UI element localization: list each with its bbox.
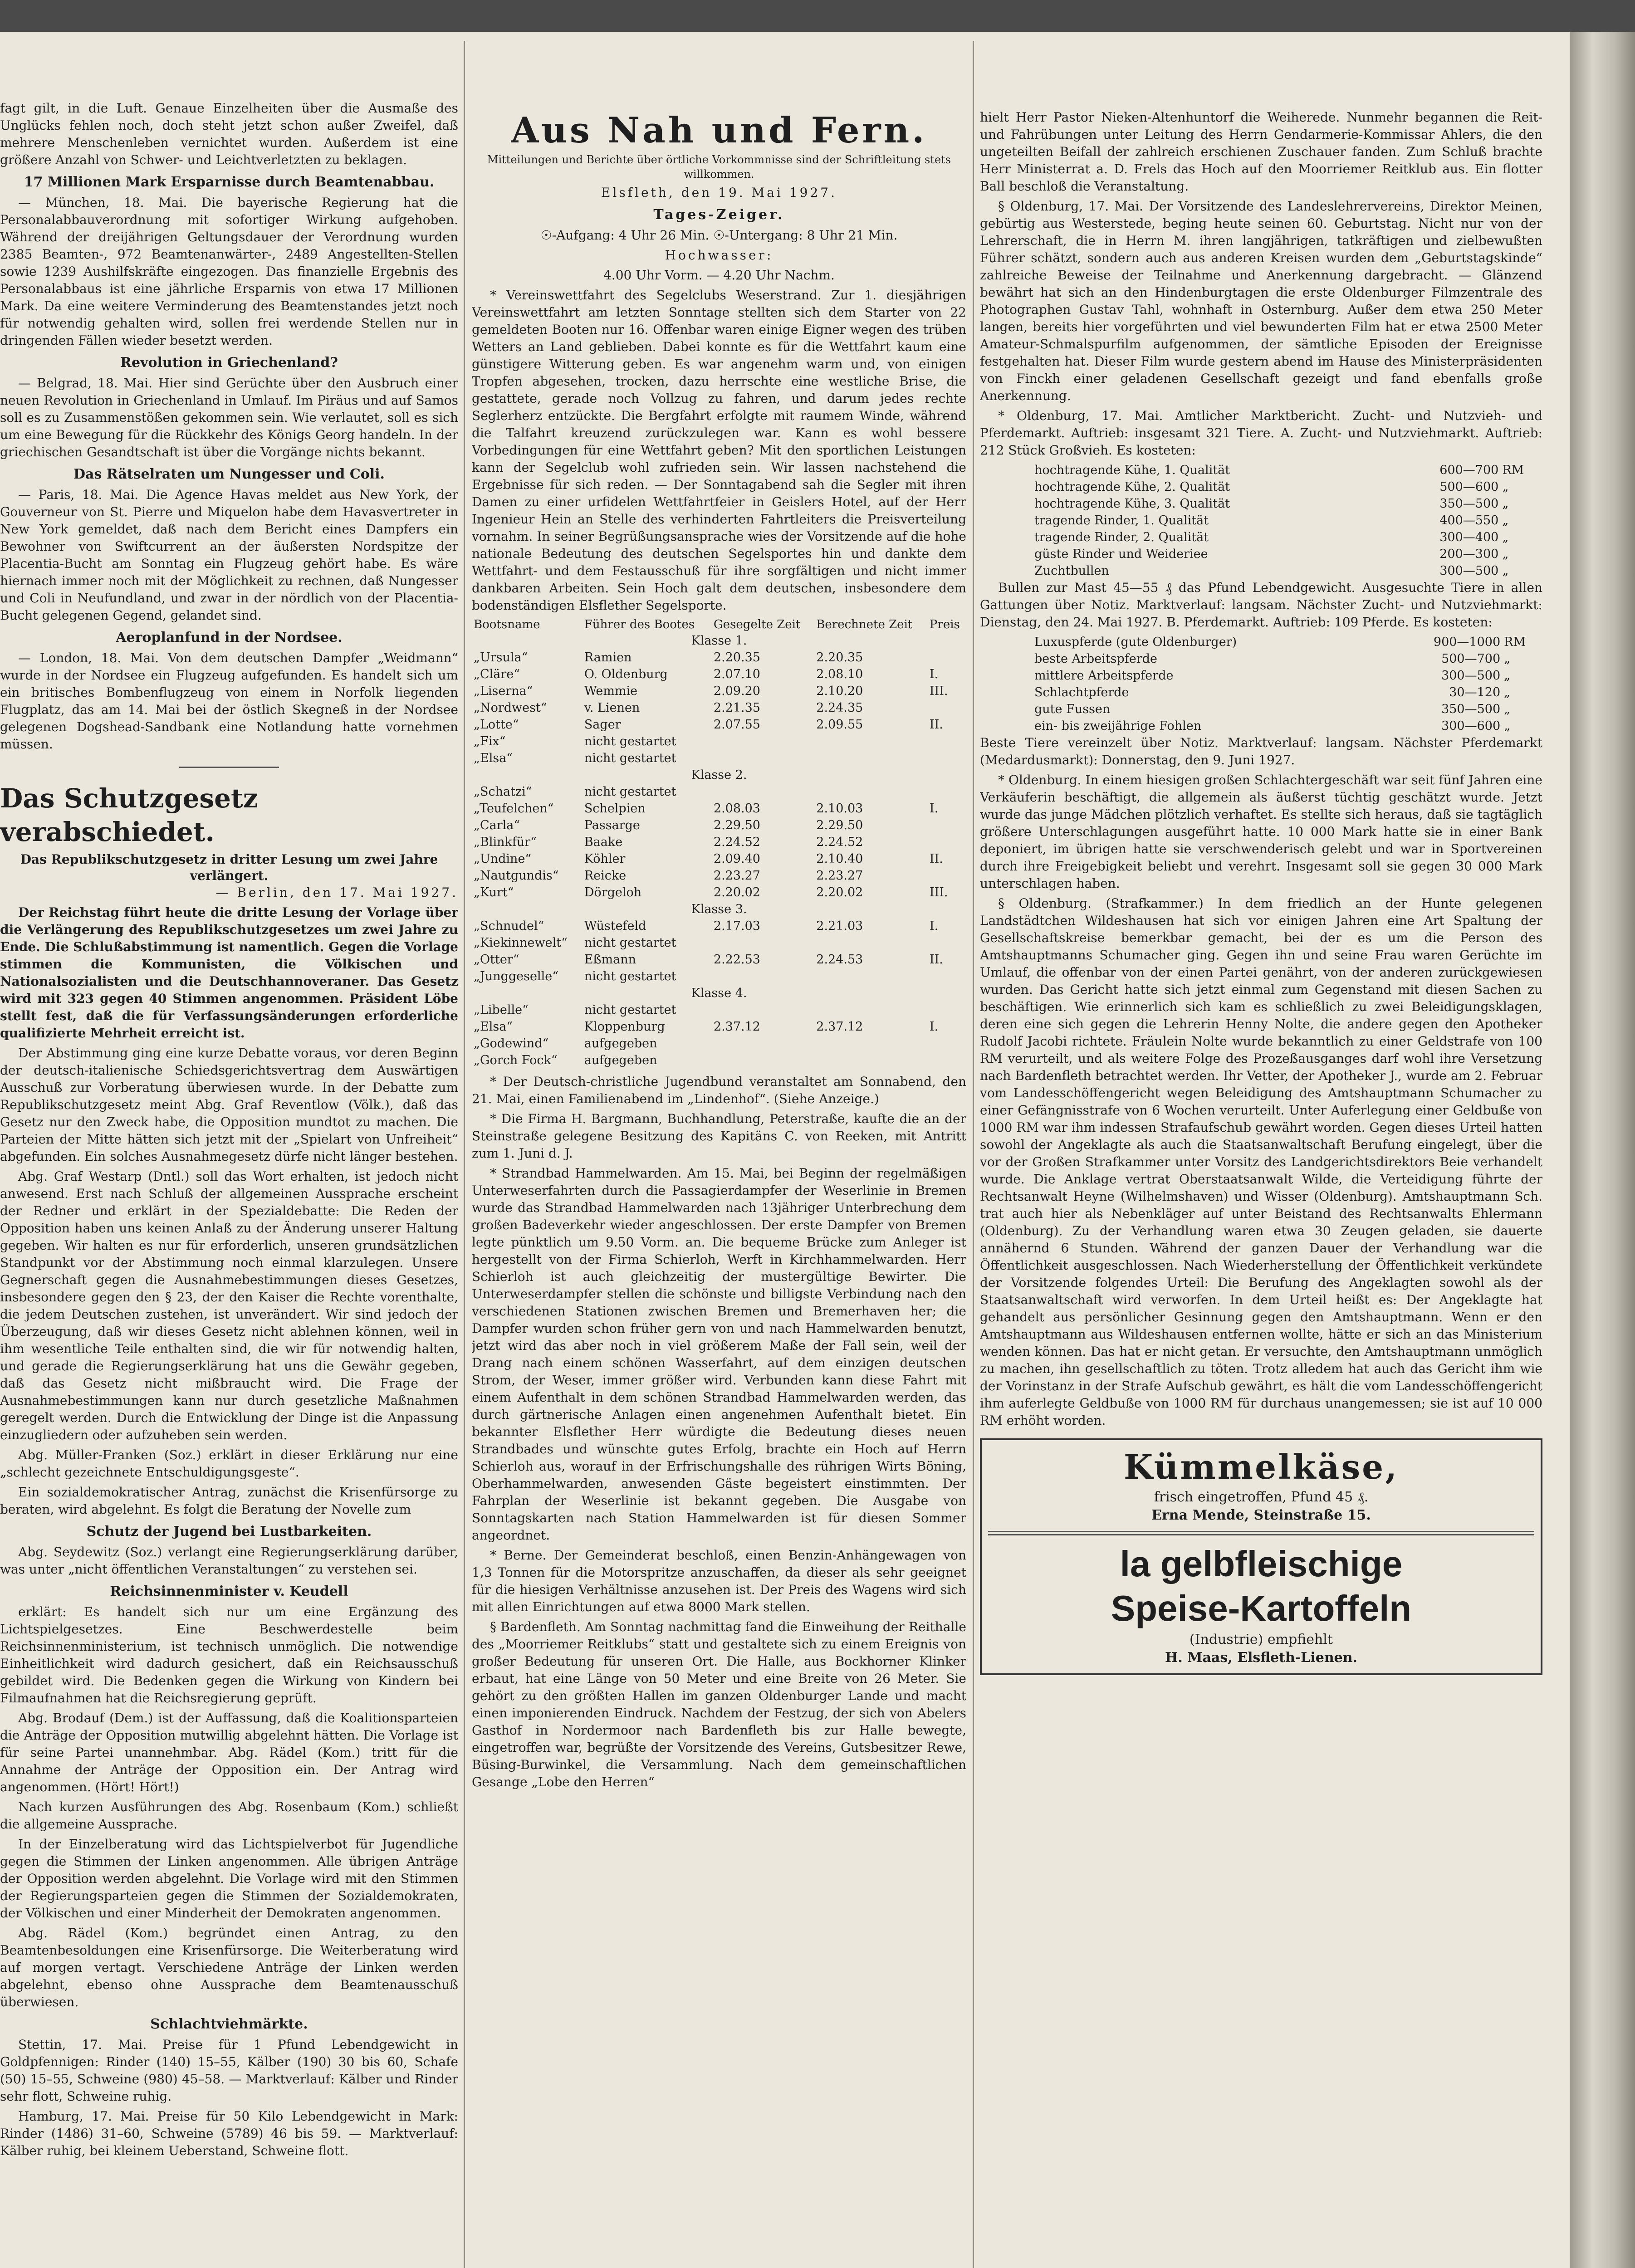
table-cell: Passarge: [584, 818, 640, 832]
price-row: [980, 684, 1542, 701]
table-cell: 2.24.53: [816, 953, 863, 967]
price-cell: 300—500: [1441, 669, 1501, 683]
table-cell: [928, 1002, 966, 1018]
table-cell: Wüstefeld: [584, 919, 646, 933]
section-divider: [179, 767, 279, 768]
table-cell: aufgegeben: [584, 1036, 657, 1051]
regatta-results-table: [472, 617, 966, 1069]
table-cell: „Elsa“: [474, 1020, 513, 1034]
table-cell: [814, 783, 928, 800]
article-text: Der Abstimmung ging eine kurze Debatte voraus, vor deren Beginn der deutsch-italienische Schiedsgerichtsvertrag dem Auswärtigen Ausschuß zur Vorberatung überwiesen wurde. In der Debatte zum Republikschutzgesetz meint Abg. Graf Reventlow (Völk.), daß das Gesetz nur den Zweck habe, die Opposition mundtot zu machen. Die Parteien der Mitte hätten sich jetzt mit der „Spielart von Unfreiheit“ abgefunden. Ein solches Ausnahmegesetz dürfe nicht länger bestehen.: [0, 1046, 458, 1164]
article-text: hielt Herr Pastor Nieken-Altenhuntorf die Weiherede. Nunmehr begannen die Reit- und Fahrübungen unter Leitung des Herrn Gendarmerie-Kommissar Ahlers, die den ungeteilten Beifall der zahlreich erschienen Zuschauer fanden. Zum Schluß brachte Herr Ministerrat a. D. Frels das Hoch auf den Moorriemer Reitklub aus. Ein flotter Ball beschloß die Veranstaltung.: [980, 110, 1542, 194]
table-cell: „Lotte“: [474, 718, 519, 732]
table-cell: III.: [929, 885, 948, 899]
table-cell: [928, 649, 966, 666]
table-cell: „Godewind“: [474, 1036, 549, 1051]
table-cell: „Junggeselle“: [474, 969, 559, 983]
article-text: * Vereinswettfahrt des Segelclubs Weserstrand. Zur 1. diesjährigen Vereinswettfahrt am letzten Sonntage stellten sich dem Starter von 22 gemeldeten Booten nur 16. Offenbar waren einige Eigner wegen des trüben Wetters an Land geblieben. Dabei konnte es für die Wettfahrt kaum eine günstigere Witterung geben. Es war angenehm warm und, von einigen Tropfen abgesehen, trocken, dazu herrschte eine westliche Brise, die gestattete, gerade noch Vollzug zu fahren, und darum jedes rechte Seglerherz entzückte. Die Bergfahrt erfolgte mit raumem Winde, während die Talfahrt kreuzend zurückzulegen war. Kann es wohl bessere Vorbedingungen für eine Wettfahrt geben? Mit den sportlichen Leistungen kann der Segelclub wohl zufrieden sein. Wir lassen nachstehend die Ergebnisse für sich reden. — Der Sonntagabend sah die Segler mit ihren Damen zu einer urfidelen Wettfahrtfeier in Geislers Hotel, auf der Herr Ingenieur Hein an Stelle des verhinderten Fahrtleiters die Preisverteilung vornahm. In seiner Begrüßungsansprache wies der Vorsitzende auf die hohe nationale Bedeutung des deutschen Segelsportes hin und dankte dem Wettfahrt- und dem Festausschuß für ihre sorgfältigen und nicht immer dankbaren Arbeiten. Sein Hoch galt dem deutschen, insbesondere dem bodenständigen Elsflether Segelsporte.: [472, 288, 966, 613]
table-cell: 2.10.40: [816, 852, 863, 866]
table-cell: 2.10.20: [816, 684, 863, 698]
table-cell: [928, 1052, 966, 1069]
price-cell: „: [1504, 719, 1511, 733]
article-text: Abg. Rädel (Kom.) begründet einen Antrag, zu den Beamtenbesoldungen eine Krisenfürsorge. Die Weiterberatung wird auf morgen vertagt. Verschiedene Anträge der Linken werden abgelehnt, ebenso ohne Aussprache dem Beamtenausschuß überwiesen.: [0, 1926, 458, 2009]
price-cell: „: [1502, 564, 1509, 578]
article-text: — München, 18. Mai. Die bayerische Regierung hat die Personalabbauverordnung mit sofortiger Wirkung aufgehoben. Während der dreijährigen Geltungsdauer der Verordnung wurden 2385 Beamten-, 972 Beamtenanwärter-, 2489 Angestellten-Stellen sowie 1239 Aushilfskräfte eingezogen. Das finanzielle Ergebnis des Personalabbaus ist eine jährliche Ersparnis von etwa 17 Millionen Mark. Da eine weitere Verminderung des Beamtenstandes jetzt noch für notwendig gehalten wird, sollen frei werdende Stellen nur in dringenden Fällen wieder besetzt werden.: [0, 195, 458, 348]
table-cell: [928, 1035, 966, 1052]
table-row: [472, 699, 966, 716]
article-text: * Strandbad Hammelwarden. Am 15. Mai, bei Beginn der regelmäßigen Unterweserfahrten durch die Passagierdampfer der Weserlinie in Bremen wurde das Strandbad Hammelwarden nach 13jähriger Unterbrechung dem großen Badeverkehr wieder angeschlossen. Der erste Dampfer von Bremen legte pünktlich um 9.50 Vorm. an. Die bequeme Brücke zum Anleger ist hergestellt von der Firma Schierloh, Werft in Kirchhammelwarden. Herr Schierloh ist auch gleichzeitig der mustergültige Bewirter. Die Unterweserdampfer stellen die schönste und billigste Verbindung nach den verschiedenen Stationen zwischen Bremen und Bremerhaven her; die Dampfer wurden schon früher gern von und nach Hammelwarden benutzt, jetzt wird das aber noch in viel größerem Maße der Fall sein, weil der Drang nach einem schönen Wasserfahrt, auf dem einzigen deutschen Strom, der Weser, immer größer wird. Verbunden kann diese Fahrt mit einem Aufenthalt in dem schönen Strandbad Hammelwarden werden, das durch gärtnerische Anlagen einen angenehmen Aufenthalt bietet. Ein bekannter Elsflether Herr würdigte die Bedeutung dieses neuen Strandbades und wünschte gutes Erfolg, brachte ein Hoch auf Herrn Schierloh aus, worauf in der Erfrischungshalle des rührigen Wirts Böning, Oberhammelwarden, anwesenden Gäste begeistert einstimmten. Der Fahrplan der Weserlinie ist bekannt gegeben. Die Ausgabe von Sonntagskarten nach Station Hammelwarden ist für diesen Sommer angeordnet.: [472, 1166, 966, 1543]
table-cell: 2.23.27: [713, 869, 760, 883]
table-cell: Sager: [584, 718, 621, 732]
table-row: [472, 1052, 966, 1069]
table-cell: 2.07.10: [713, 667, 760, 681]
table-cell: [814, 934, 928, 951]
article-text: Stettin, 17. Mai. Preise für 1 Pfund Lebendgewicht in Goldpfennigen: Rinder (140) 15–55, Kälber (190) 30 bis 60, Schafe (50) 15–55, Schweine (980) 45–58. — Marktverlauf: Kälber und Rinder sehr flott, Schweine ruhig.: [0, 2037, 458, 2104]
article-text: § Oldenburg. (Strafkammer.) In dem friedlich an der Hunte gelegenen Landstädtchen Wildeshausen hat sich vor einigen Jahren eine Art Spaltung der Gesellschaftskreise bemerkbar gemacht, bei der es um die Person des Amtshauptmanns Schumacher ging. Gegen ihn und seine Frau waren Gerüchte im Umlauf, die offenbar von der einen Partei genährt, von der anderen zurückgewiesen wurden. Das Gericht hatte sich jetzt einmal zum Gegenstand mit diesen Sachen zu beschäftigen. Wie erinnerlich sich kam es schließlich zu zwei Beleidigungsklagen, deren eine sich gegen die Lehrerin Henny Nolte, die andere gegen den Apotheker Rudolf Jacobi richtete. Fräulein Nolte wurde bekanntlich zu einer Geldstrafe von 100 RM verurteilt, und als weitere Folge des Prozeßausganges darf wohl ihre Versetzung nach Bardenfleth betrachtet werden. Ihr Vetter, der Apotheker J., wurde am 2. Februar vom Landesschöffengericht wegen Beleidigung des Amtshauptmann Schumacher zu einer Gefängnisstrafe von 6 Wochen verurteilt. Unter Auferlegung einer Geldbuße von 1000 RM war ihm indessen Strafaufschub gewährt worden. Gegen dieses Urteil hatten sowohl der Angeklagte als auch die Staatsanwaltschaft Berufung eingelegt, über die vor der Großen Strafkammer unter Vorsitz des Landgerichtsdirektors Beie verhandelt wurde. Die Anklage vertrat Oberstaatsanwalt Wilde, die Verteidigung führte der Rechtsanwalt Heyne (Wilhelmshaven) und Wisser (Oldenburg). Amtshauptmann Sch. trat auch hier als Nebenkläger auf unter Beistand des Rechtsanwalts Ehlermann (Oldenburg). Zu der Verhandlung waren etwa 30 Zeugen geladen, sie dauerte annähernd 6 Stunden. Während der ganzen Dauer der Verhandlung war die Öffentlichkeit ausgeschlossen. Nach Wiederherstellung der Öffentlichkeit verkündete der Vorsitzende folgendes Urteil: Die Berufung des Angeklagten sowohl als der Staatsanwaltschaft wird verworfen. In dem Urteil heißt es: Der Angeklagte hat gehandelt aus persönlicher Gesinnung gegen den Amtshauptmann. Wenn er den Amtshauptmann aus Wildeshausen entfernen wollte, hätte er sich an das Ministerium wenden können. Das hat er nicht getan. Er versuchte, den Amtshauptmann unmöglich zu machen, ihn gesellschaftlich zu töten. Trotz alledem hat auch das Gericht ihm wie der Vorinstanz in der Strafe Aufschub gewährt, es hält die vom Landesschöffengericht ihm auferlegte Geldbuße von 1000 RM für durchaus unangemessen; sie ist auf 10 000 RM erhöht worden.: [980, 896, 1542, 1428]
main-subheadline: Das Republikschutzgesetz in dritter Lesung um zwei Jahre verlängert.: [20, 852, 438, 883]
table-row: [472, 968, 966, 985]
table-cell: [928, 699, 966, 716]
table-row: [472, 834, 966, 850]
table-row: [472, 666, 966, 683]
price-cell: 30—120: [1449, 685, 1501, 699]
table-cell: aufgegeben: [584, 1053, 657, 1067]
table-cell: 2.37.12: [713, 1020, 760, 1034]
table-cell: O. Oldenburg: [584, 667, 668, 681]
table-row: [472, 750, 966, 767]
ad-divider: [988, 1531, 1534, 1535]
ad-text: frisch eingetroffen, Pfund 45 ₰.: [1154, 1489, 1369, 1505]
table-row: [472, 867, 966, 884]
price-cell: gute Fussen: [1034, 702, 1111, 716]
price-row: [980, 701, 1542, 718]
price-cell: güste Rinder und Weideriee: [1034, 547, 1208, 561]
table-cell: Schelpien: [584, 802, 646, 816]
table-row: [472, 1035, 966, 1052]
table-cell: nicht gestartet: [584, 751, 676, 765]
article-headline: Aeroplanfund in der Nordsee.: [116, 630, 343, 645]
class-heading: Klasse 4.: [691, 986, 747, 1000]
table-row: [472, 1018, 966, 1035]
table-cell: Baake: [584, 835, 623, 849]
price-cell: „: [1502, 480, 1509, 494]
table-row: [472, 716, 966, 733]
table-row: [472, 934, 966, 951]
table-cell: 2.29.50: [713, 818, 760, 832]
article-text: — London, 18. Mai. Von dem deutschen Dampfer „Weidmann“ wurde in der Nordsee ein Flugzeug aufgefunden. Es handelt sich um ein britisches Bombenflugzeug von einem in Norfolk liegenden Flugplatz, das am 14. Mai bei der östlich Skegneß in der Nordsee gelegenen Dogshead-Sandbank eine Notlandung hatte vornehmen müssen.: [0, 650, 458, 752]
table-cell: nicht gestartet: [584, 785, 676, 799]
table-cell: I.: [929, 919, 939, 933]
table-cell: [928, 867, 966, 884]
table-cell: Reicke: [584, 869, 627, 883]
table-cell: 2.29.50: [816, 818, 863, 832]
table-cell: [712, 1035, 814, 1052]
ad-advertiser: H. Maas, Elsfleth-Lienen.: [1165, 1650, 1357, 1666]
table-header: Bootsname: [474, 618, 540, 631]
table-cell: nicht gestartet: [584, 1003, 676, 1017]
table-cell: „Kurt“: [474, 885, 514, 899]
table-cell: Wemmie: [584, 684, 638, 698]
price-cell: Schlachtpferde: [1034, 685, 1129, 699]
article-text: Ein sozialdemokratischer Antrag, zunächst die Krisenfürsorge zu beraten, wird abgelehnt. Es folgt die Beratung der Novelle zum: [0, 1485, 458, 1517]
table-cell: 2.24.35: [816, 701, 863, 715]
price-cell: 350—500: [1439, 497, 1499, 511]
price-cell: 500—600: [1439, 480, 1499, 494]
table-cell: „Undine“: [474, 852, 532, 866]
article-text: erklärt: Es handelt sich nur um eine Ergänzung des Lichtspielgesetzes. Eine Beschwerdestelle beim Reichsinnenministerium, ist technisch unmöglich. Die notwendige Einheitlichkeit wird dadurch gesichert, daß ein Reichsausschuß gebildet wird. Die Bedenken gegen die Wirkung von Kindern bei Filmaufnahmen hat die Reichsregierung geprüft.: [0, 1604, 458, 1706]
table-row: [472, 733, 966, 750]
price-cell: 350—500: [1441, 702, 1501, 716]
table-cell: [712, 733, 814, 750]
table-cell: II.: [929, 953, 943, 967]
table-cell: „Kiekinnewelt“: [474, 936, 568, 950]
price-cell: „: [1502, 530, 1509, 544]
table-cell: [928, 834, 966, 850]
table-cell: Ramien: [584, 650, 632, 665]
table-cell: [712, 1052, 814, 1069]
dateline: — Berlin, den 17. Mai 1927.: [215, 885, 458, 900]
article-text: Nach kurzen Ausführungen des Abg. Rosenbaum (Kom.) schließt die allgemeine Aussprache.: [0, 1799, 458, 1832]
table-row: [472, 951, 966, 968]
article-text: Abg. Seydewitz (Soz.) verlangt eine Regierungserklärung darüber, was unter „nicht öffentlichen Veranstaltungen“ zu verstehen sei.: [0, 1545, 458, 1577]
table-cell: 2.08.03: [713, 802, 760, 816]
price-row: [980, 718, 1542, 734]
table-cell: „Teufelchen“: [474, 802, 554, 816]
article-text: Hamburg, 17. Mai. Preise für 50 Kilo Lebendgewicht in Mark: Rinder (1486) 31–60, Schweine (5789) 46 bis 59. — Marktverlauf: Kälber ruhig, bei kleinem Ueberstand, Schweine flott.: [0, 2109, 458, 2158]
price-cell: „: [1504, 702, 1511, 716]
main-headline: Das Schutzgesetz verabschiedet.: [0, 783, 258, 847]
table-row: [472, 783, 966, 800]
table-cell: 2.21.35: [713, 701, 760, 715]
column-left: [0, 32, 458, 2162]
table-cell: [814, 968, 928, 985]
table-cell: 2.23.27: [816, 869, 863, 883]
article-text: Abg. Graf Westarp (Dntl.) soll das Wort erhalten, ist jedoch nicht anwesend. Erst nach Schluß der allgemeinen Aussprache erscheint der Redner und erklärt in der Spezialdebatte: Die Reden der Opposition haben uns keinen Anlaß zu der Änderung unserer Haltung gegeben. Wir halten es nur für erforderlich, unseren grundsätzlichen Standpunkt vor der Abstimmung noch einmal klarzulegen. Unsere Gegnerschaft gegen die Ausnahmebestimmungen dieses Gesetzes, insbesondere gegen den § 23, der den Kaiser die Rechte vorenthalte, die jedem Deutschen zustehen, ist unverändert. Wir sind jedoch der Überzeugung, daß wir dieses Gesetz nicht ablehnen können, weil in ihm wesentliche Teile enthalten sind, die wir für notwendig halten, und gerade die Regierungserklärung hat uns die Gewähr gegeben, daß das Gesetz nicht mißbraucht wird. Die Frage der Ausnahmebestimmungen kann nur durch gesetzliche Maßnahmen geregelt werden. Durch die Entwicklung der Dinge ist die Anpassung einzugliedern oder aufzuheben sein werden.: [0, 1169, 458, 1442]
table-cell: 2.08.10: [816, 667, 863, 681]
column-rule: [973, 41, 974, 2268]
price-row: [980, 495, 1542, 512]
price-cell: 500—700: [1441, 652, 1501, 666]
column-middle: [472, 32, 966, 1794]
price-cell: mittlere Arbeitspferde: [1034, 669, 1174, 683]
table-cell: [814, 733, 928, 750]
table-cell: [928, 783, 966, 800]
table-cell: [814, 750, 928, 767]
price-cell: 300—500: [1439, 564, 1499, 578]
ad-title: Speise-Kartoffeln: [1111, 1588, 1412, 1628]
ad-title: la gelbfleischige: [1120, 1544, 1403, 1584]
class-heading: Klasse 1.: [691, 634, 747, 648]
table-cell: [712, 750, 814, 767]
price-cell: 300—600: [1441, 719, 1501, 733]
book-binding-edge: [1570, 32, 1635, 2268]
article-text: Abg. Müller-Franken (Soz.) erklärt in dieser Erklärung nur eine „schlecht gezeichnete Entschuldigungsgeste“.: [0, 1447, 458, 1480]
table-cell: 2.21.03: [816, 919, 863, 933]
price-cell: RM: [1502, 463, 1524, 477]
table-row: [472, 649, 966, 666]
price-row: [980, 479, 1542, 495]
price-cell: hochtragende Kühe, 1. Qualität: [1034, 463, 1230, 477]
table-cell: 2.20.02: [713, 885, 760, 899]
table-cell: I.: [929, 1020, 939, 1034]
article-text: — Belgrad, 18. Mai. Hier sind Gerüchte über den Ausbruch einer neuen Revolution in Griechenland in Umlauf. Im Piräus und auf Samos soll es zu Zusammenstößen gekommen sein. Wie verlautet, soll es sich um eine Bewegung für die Rückkehr des Königs Georg handeln. In der griechischen Gesandtschaft ist über die Vorgänge nichts bekannt.: [0, 376, 458, 459]
article-text: § Oldenburg, 17. Mai. Der Vorsitzende des Landeslehrervereins, Direktor Meinen, gebürtig aus Westerstede, beging heute seinen 60. Geburtstag. Nicht nur von der Lehrerschaft, die in Herrn M. ihren langjährigen, tatkräftigen und zielbewußten Führer schätzt, sondern auch aus anderen Kreisen wurden dem „Geburtstagskinde“ zahlreiche Beweise der Teilnahme und Anerkennung dargebracht. — Glänzend bewährt hat sich an den Hindenburgtagen die erste Oldenburger Filmzentrale des Photographen Gustav Tahl, wohnhaft in Osternburg. Außer dem etwa 250 Meter langen, bereits hier vorgeführten und viel bewunderten Film hat er etwa 2500 Meter Amateur-Schmalspurfilm aufgenommen, der sämtliche Episoden der Ereignisse festgehalten hat. Dieser Film wurde gestern abend im Hause des Ministerpräsidenten von Finckh einer geladenen Gesellschaft gezeigt und fand ebenfalls große Anerkennung.: [980, 199, 1542, 403]
table-cell: „Otter“: [474, 953, 519, 967]
table-cell: [928, 968, 966, 985]
price-cell: hochtragende Kühe, 3. Qualität: [1034, 497, 1230, 511]
high-water-times: 4.00 Uhr Vorm. — 4.20 Uhr Nachm.: [603, 268, 835, 283]
table-cell: II.: [929, 718, 943, 732]
table-cell: 2.37.12: [816, 1020, 863, 1034]
price-cell: 600—700: [1439, 463, 1499, 477]
article-text: Abg. Brodauf (Dem.) ist der Auffassung, daß die Koalitionsparteien die Anträge der Opposition mutwillig abgelehnt hätten. Die Vorlage ist für seine Partei unannehmbar. Abg. Rädel (Kom.) tritt für die Annahme der Anträge der Opposition ein. Der Antrag wird angenommen. (Hört! Hört!): [0, 1711, 458, 1794]
table-cell: „Fix“: [474, 734, 506, 748]
price-cell: „: [1502, 497, 1509, 511]
table-cell: „Gorch Fock“: [474, 1053, 558, 1067]
table-cell: „Cläre“: [474, 667, 520, 681]
ad-text: (Industrie) empfiehlt: [1190, 1632, 1333, 1647]
table-cell: [928, 750, 966, 767]
price-row: [980, 529, 1542, 546]
table-header: Führer des Bootes: [584, 618, 695, 631]
table-cell: 2.20.35: [713, 650, 760, 665]
table-cell: 2.10.03: [816, 802, 863, 816]
table-cell: „Elsa“: [474, 751, 513, 765]
table-cell: I.: [929, 802, 939, 816]
article-text: * Die Firma H. Bargmann, Buchhandlung, Peterstraße, kaufte die an der Steinstraße gelegene Besitzung des Kapitäns C. von Reeken, mit Antritt zum 1. Juni d. J.: [472, 1111, 966, 1161]
table-cell: [814, 1002, 928, 1018]
table-header: Gesegelte Zeit: [713, 618, 801, 631]
high-water-label: Hochwasser:: [665, 248, 773, 263]
article-text: * Der Deutsch-christliche Jugendbund veranstaltet am Sonnabend, den 21. Mai, einen Familienabend im „Lindenhof“. (Siehe Anzeige.): [472, 1074, 966, 1106]
article-text: — Paris, 18. Mai. Die Agence Havas meldet aus New York, der Gouverneur von St. Pierre und Miquelon habe dem Havasvertreter in New York gemeldet, daß nach dem Bericht eines Dampfers ein Bewohner von Swiftcurrent an der äußersten Nordspitze der Placentia-Bucht am Sonntag ein Flugzeug gehört habe. Es wäre hiernach immer noch mit der Möglichkeit zu rechnen, daß Nungesser und Coli in Neufundland, und zwar in der nördlich von der Placentia-Bucht gelegenen Gegend, gelandet sind.: [0, 487, 458, 623]
table-cell: 2.07.55: [713, 718, 760, 732]
table-cell: Köhler: [584, 852, 626, 866]
table-cell: [814, 1035, 928, 1052]
table-cell: I.: [929, 667, 939, 681]
table-cell: [712, 783, 814, 800]
ad-advertiser: Erna Mende, Steinstraße 15.: [1151, 1507, 1371, 1523]
sun-times: ☉-Aufgang: 4 Uhr 26 Min. ☉-Untergang: 8 Uhr 21 Min.: [540, 228, 898, 243]
column-rule: [464, 41, 465, 2268]
newspaper-page: [0, 32, 1570, 2268]
table-cell: 2.24.52: [816, 835, 863, 849]
article-headline: 17 Millionen Mark Ersparnisse durch Beamtenabbau.: [24, 174, 435, 190]
price-cell: 300—400: [1439, 530, 1499, 544]
article-text: * Oldenburg, 17. Mai. Amtlicher Marktbericht. Zucht- und Nutzvieh- und Pferdemarkt. Auftrieb: insgesamt 321 Tiere. A. Zucht- und Nutzviehmarkt. Auftrieb: 212 Stück Großvieh. Es kosteten:: [980, 408, 1542, 458]
price-row: [980, 546, 1542, 562]
table-row: [472, 800, 966, 817]
price-row: [980, 650, 1542, 667]
table-cell: nicht gestartet: [584, 936, 676, 950]
article-text: fagt gilt, in die Luft. Genaue Einzelheiten über die Ausmaße des Unglücks fehlen noch, doch steht jetzt schon außer Zweifel, daß mehrere Menschenleben vernichtet wurden. Außerdem ist eine größere Anzahl von Schwer- und Leichtverletzten zu beklagen.: [0, 101, 458, 167]
table-cell: 2.09.40: [713, 852, 760, 866]
table-cell: Dörgeloh: [584, 885, 642, 899]
price-cell: „: [1504, 652, 1511, 666]
price-row: [980, 562, 1542, 579]
table-row: [472, 683, 966, 699]
table-cell: „Ursula“: [474, 650, 528, 665]
table-cell: „Nautgundis“: [474, 869, 559, 883]
price-row: [980, 667, 1542, 684]
table-cell: [928, 817, 966, 834]
table-cell: „Liserna“: [474, 684, 533, 698]
class-heading: Klasse 2.: [691, 768, 747, 782]
table-cell: 2.20.35: [816, 650, 863, 665]
dateline: Elsfleth, den 19. Mai 1927.: [601, 185, 837, 200]
table-cell: Kloppenburg: [584, 1020, 665, 1034]
table-header: Preis: [929, 618, 960, 631]
article-headline: Das Rätselraten um Nungesser und Coli.: [73, 466, 385, 482]
price-cell: „: [1504, 685, 1511, 699]
advertisement-kuemmelkaese: [980, 1438, 1542, 1675]
price-cell: 400—550: [1439, 513, 1499, 528]
article-text: Beste Tiere vereinzelt über Notiz. Marktverlauf: langsam. Nächster Pferdemarkt (Medardusmarkt): Donnerstag, den 9. Juni 1927.: [980, 735, 1542, 767]
article-text: * Oldenburg. In einem hiesigen großen Schlachtergeschäft war seit fünf Jahren eine Verkäuferin beschäftigt, die allgemein als äußerst tüchtig geschätzt wurde. Jetzt wurde das junge Mädchen plötzlich verhaftet. Es stellte sich heraus, daß sie tagtäglich größere Unterschlagungen ausgeführt hatte. 10 000 Mark hatte sie in einer Bank deponiert, im übrigen hatte sie verschwenderisch gelebt und war in Sportvereinen durch ihre Freigebigkeit beliebt und verehrt. Insgesamt soll sie gegen 30 000 Mark unterschlagen haben.: [980, 772, 1542, 891]
price-cell: 200—300: [1439, 547, 1499, 561]
class-heading: Klasse 3.: [691, 902, 747, 916]
table-row: [472, 918, 966, 934]
table-cell: [712, 968, 814, 985]
table-cell: v. Lienen: [584, 701, 640, 715]
table-cell: [814, 1052, 928, 1069]
ad-title: Kümmelkäse,: [1123, 1448, 1399, 1487]
section-masthead: Aus Nah und Fern.: [511, 110, 927, 151]
table-cell: 2.09.55: [816, 718, 863, 732]
price-cell: 900—1000: [1433, 635, 1501, 649]
article-text: § Bardenfleth. Am Sonntag nachmittag fand die Einweihung der Reithalle des „Moorriemer Reitklubs“ statt und gestaltete sich zu einem Ereignis von großer Bedeutung für unseren Ort. Die Halle, aus Bockhorner Klinker erbaut, hat eine Länge von 50 Meter und eine Breite von 26 Meter. Sie gehört zu den größten Hallen im ganzen Oldenburger Lande und macht einen imponierenden Eindruck. Nachdem der Festzug, der sich von Abelers Gasthof in Nordermoor nach Bardenfleth bis zur Halle bewegte, eingetroffen war, begrüßte der Vorsitzende des Vereins, Gutsbesitzer Rewe, Büsing-Burwinkel, die Versammlung. Nach dem gemeinschaftlichen Gesange „Lobe den Herren“: [472, 1619, 966, 1789]
table-cell: 2.17.03: [713, 919, 760, 933]
table-cell: II.: [929, 852, 943, 866]
article-headline: Schutz der Jugend bei Lustbarkeiten.: [86, 1524, 372, 1540]
price-row: [980, 512, 1542, 529]
table-cell: 2.24.52: [713, 835, 760, 849]
table-cell: „Schnudel“: [474, 919, 544, 933]
table-cell: 2.09.20: [713, 684, 760, 698]
price-cell: tragende Rinder, 1. Qualität: [1034, 513, 1209, 528]
lead-paragraph: Der Reichstag führt heute die dritte Lesung der Vorlage über die Verlängerung des Republikschutzgesetzes um zwei Jahre zu Ende. Die Schlußabstimmung ist namentlich. Gegen die Vorlage stimmen die Kommunisten, die Völkischen und Nationalsozialisten und die Deutschhannoveraner. Das Gesetz wird mit 323 gegen 40 Stimmen angenommen. Präsident Löbe stellt fest, daß die für Verfassungsänderungen erforderliche qualifizierte Mehrheit erreicht ist.: [0, 905, 458, 1041]
table-header: Berechnete Zeit: [816, 618, 913, 631]
table-cell: III.: [929, 684, 948, 698]
masthead-subtitle: Mitteilungen und Berichte über örtliche Vorkommnisse sind der Schriftleitung stets willkommen.: [487, 153, 951, 181]
price-cell: „: [1504, 669, 1511, 683]
article-text: Bullen zur Mast 45—55 ₰ das Pfund Lebendgewicht. Ausgesuchte Tiere in allen Gattungen über Notiz. Marktverlauf: langsam. Nächster Zucht- und Nutzviehmarkt: Dienstag, den 24. Mai 1927. B. Pferdemarkt. Auftrieb: 109 Pferde. Es kosteten:: [980, 580, 1542, 630]
table-row: [472, 817, 966, 834]
table-cell: „Schatzi“: [474, 785, 532, 799]
article-headline: Revolution in Griechenland?: [120, 355, 338, 371]
table-cell: [928, 934, 966, 951]
price-cell: Zuchtbullen: [1034, 564, 1109, 578]
table-row: [472, 884, 966, 901]
price-cell: Luxuspferde (gute Oldenburger): [1034, 635, 1237, 649]
table-cell: „Carla“: [474, 818, 520, 832]
table-row: [472, 850, 966, 867]
price-list-horses: [980, 634, 1542, 734]
article-text: * Berne. Der Gemeinderat beschloß, einen Benzin-Anhängewagen von 1,3 Tonnen für die Motorspritze anzuschaffen, da dieser als sehr geeignet für die hiesigen Verhältnisse anzusehen ist. Der Preis des Wagens wird sich mit allen Einrichtungen auf etwa 8000 Mark stellen.: [472, 1548, 966, 1614]
price-cell: beste Arbeitspferde: [1034, 652, 1157, 666]
price-list-cattle: [980, 462, 1542, 579]
table-cell: 2.20.02: [816, 885, 863, 899]
price-cell: hochtragende Kühe, 2. Qualität: [1034, 480, 1230, 494]
table-cell: 2.22.53: [713, 953, 760, 967]
table-cell: [928, 733, 966, 750]
price-row: [980, 634, 1542, 650]
price-cell: tragende Rinder, 2. Qualität: [1034, 530, 1209, 544]
tages-zeiger-heading: Tages-Zeiger.: [653, 207, 785, 223]
table-cell: „Blinkfür“: [474, 835, 537, 849]
table-cell: „Libelle“: [474, 1003, 529, 1017]
article-text: In der Einzelberatung wird das Lichtspielverbot für Jugendliche gegen die Stimmen der Linken angenommen. Alle übrigen Anträge der Opposition werden abgelehnt. Die Vorlage wird mit den Stimmen der Regierungsparteien gegen die Stimmen der Sozialdemokraten, der Völkischen und einer Minderheit der Demokraten angenommen.: [0, 1837, 458, 1921]
article-headline: Reichsinnenminister v. Keudell: [110, 1584, 348, 1599]
table-cell: „Nordwest“: [474, 701, 547, 715]
price-cell: ein- bis zweijährige Fohlen: [1034, 719, 1202, 733]
column-right: [980, 32, 1542, 1675]
table-cell: [712, 1002, 814, 1018]
price-row: [980, 462, 1542, 479]
price-cell: „: [1502, 513, 1509, 528]
table-row: [472, 1002, 966, 1018]
table-cell: [712, 934, 814, 951]
table-cell: nicht gestartet: [584, 969, 676, 983]
table-cell: nicht gestartet: [584, 734, 676, 748]
article-headline: Schlachtviehmärkte.: [150, 2016, 308, 2032]
price-cell: RM: [1504, 635, 1526, 649]
price-cell: „: [1502, 547, 1509, 561]
table-cell: Eßmann: [584, 953, 636, 967]
